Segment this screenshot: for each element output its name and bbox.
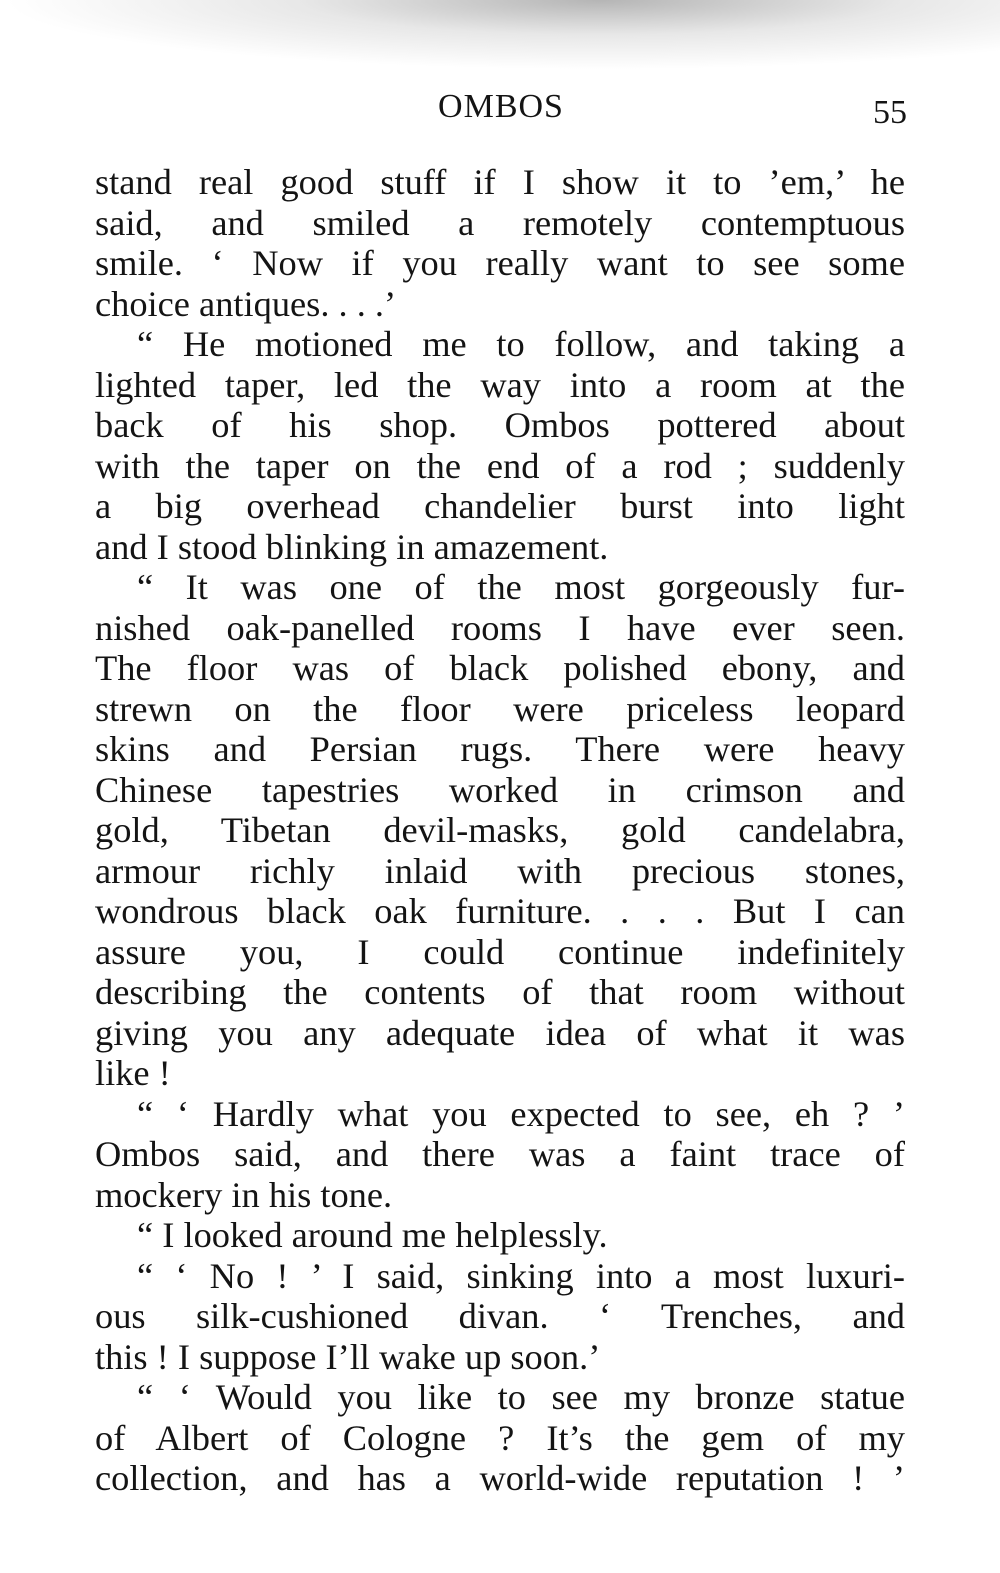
- text-line: The floor was of black polished ebony, and: [95, 648, 905, 688]
- text-line: gold, Tibetan devil-masks, gold candelabra,: [95, 810, 905, 850]
- text-line: armour richly inlaid with precious stones,: [95, 850, 905, 891]
- page-number: 55: [873, 94, 907, 131]
- text-line: assure you, I could continue indefinitely: [95, 931, 905, 972]
- text-line: describing the contents of that room without: [95, 972, 905, 1012]
- text-line: a big overhead chandelier burst into light: [95, 486, 905, 526]
- text-line: mockery in his tone.: [95, 1174, 393, 1215]
- text-line: “ It was one of the most gorgeously fur-: [137, 567, 905, 607]
- text-line: “ He motioned me to follow, and taking a: [137, 324, 905, 364]
- text-line: smile. ‘ Now if you really want to see some: [95, 243, 905, 283]
- text-line: choice antiques. . . .’: [95, 283, 397, 324]
- text-line: this ! I suppose I’ll wake up soon.’: [95, 1336, 601, 1377]
- text-line: like !: [95, 1053, 171, 1093]
- text-line: said, and smiled a remotely contemptuous: [95, 202, 905, 243]
- body-text: [95, 162, 905, 1499]
- text-line: nished oak-panelled rooms I have ever seen.: [95, 607, 905, 648]
- text-line: Chinese tapestries worked in crimson and: [95, 769, 905, 810]
- text-line: “ ‘ No ! ’ I said, sinking into a most luxuri-: [137, 1255, 905, 1296]
- text-line: “ ‘ Hardly what you expected to see, eh ? ’: [137, 1093, 905, 1134]
- text-line: lighted taper, led the way into a room at the: [95, 364, 905, 405]
- text-line: back of his shop. Ombos pottered about: [95, 405, 905, 445]
- page-header: [95, 88, 907, 136]
- text-line: and I stood blinking in amazement.: [95, 526, 609, 567]
- text-line: giving you any adequate idea of what it was: [95, 1012, 905, 1053]
- page-edge-speckle: [0, 0, 1000, 70]
- text-line: “ I looked around me helplessly.: [137, 1215, 608, 1255]
- text-line: strewn on the floor were priceless leopard: [95, 688, 905, 729]
- running-head: OMBOS: [438, 88, 564, 125]
- text-line: wondrous black oak furniture. . . . But I can: [95, 891, 905, 931]
- text-line: Ombos said, and there was a faint trace of: [95, 1134, 905, 1174]
- text-line: with the taper on the end of a rod ; suddenly: [95, 445, 905, 486]
- text-line: stand real good stuff if I show it to ’em,’ he: [95, 162, 905, 202]
- text-line: skins and Persian rugs. There were heavy: [95, 729, 905, 769]
- text-line: ous silk-cushioned divan. ‘ Trenches, and: [95, 1296, 905, 1336]
- text-line: collection, and has a world-wide reputation ! ’: [95, 1458, 905, 1498]
- text-line: “ ‘ Would you like to see my bronze statue: [137, 1377, 905, 1417]
- text-line: of Albert of Cologne ? It’s the gem of my: [95, 1417, 905, 1458]
